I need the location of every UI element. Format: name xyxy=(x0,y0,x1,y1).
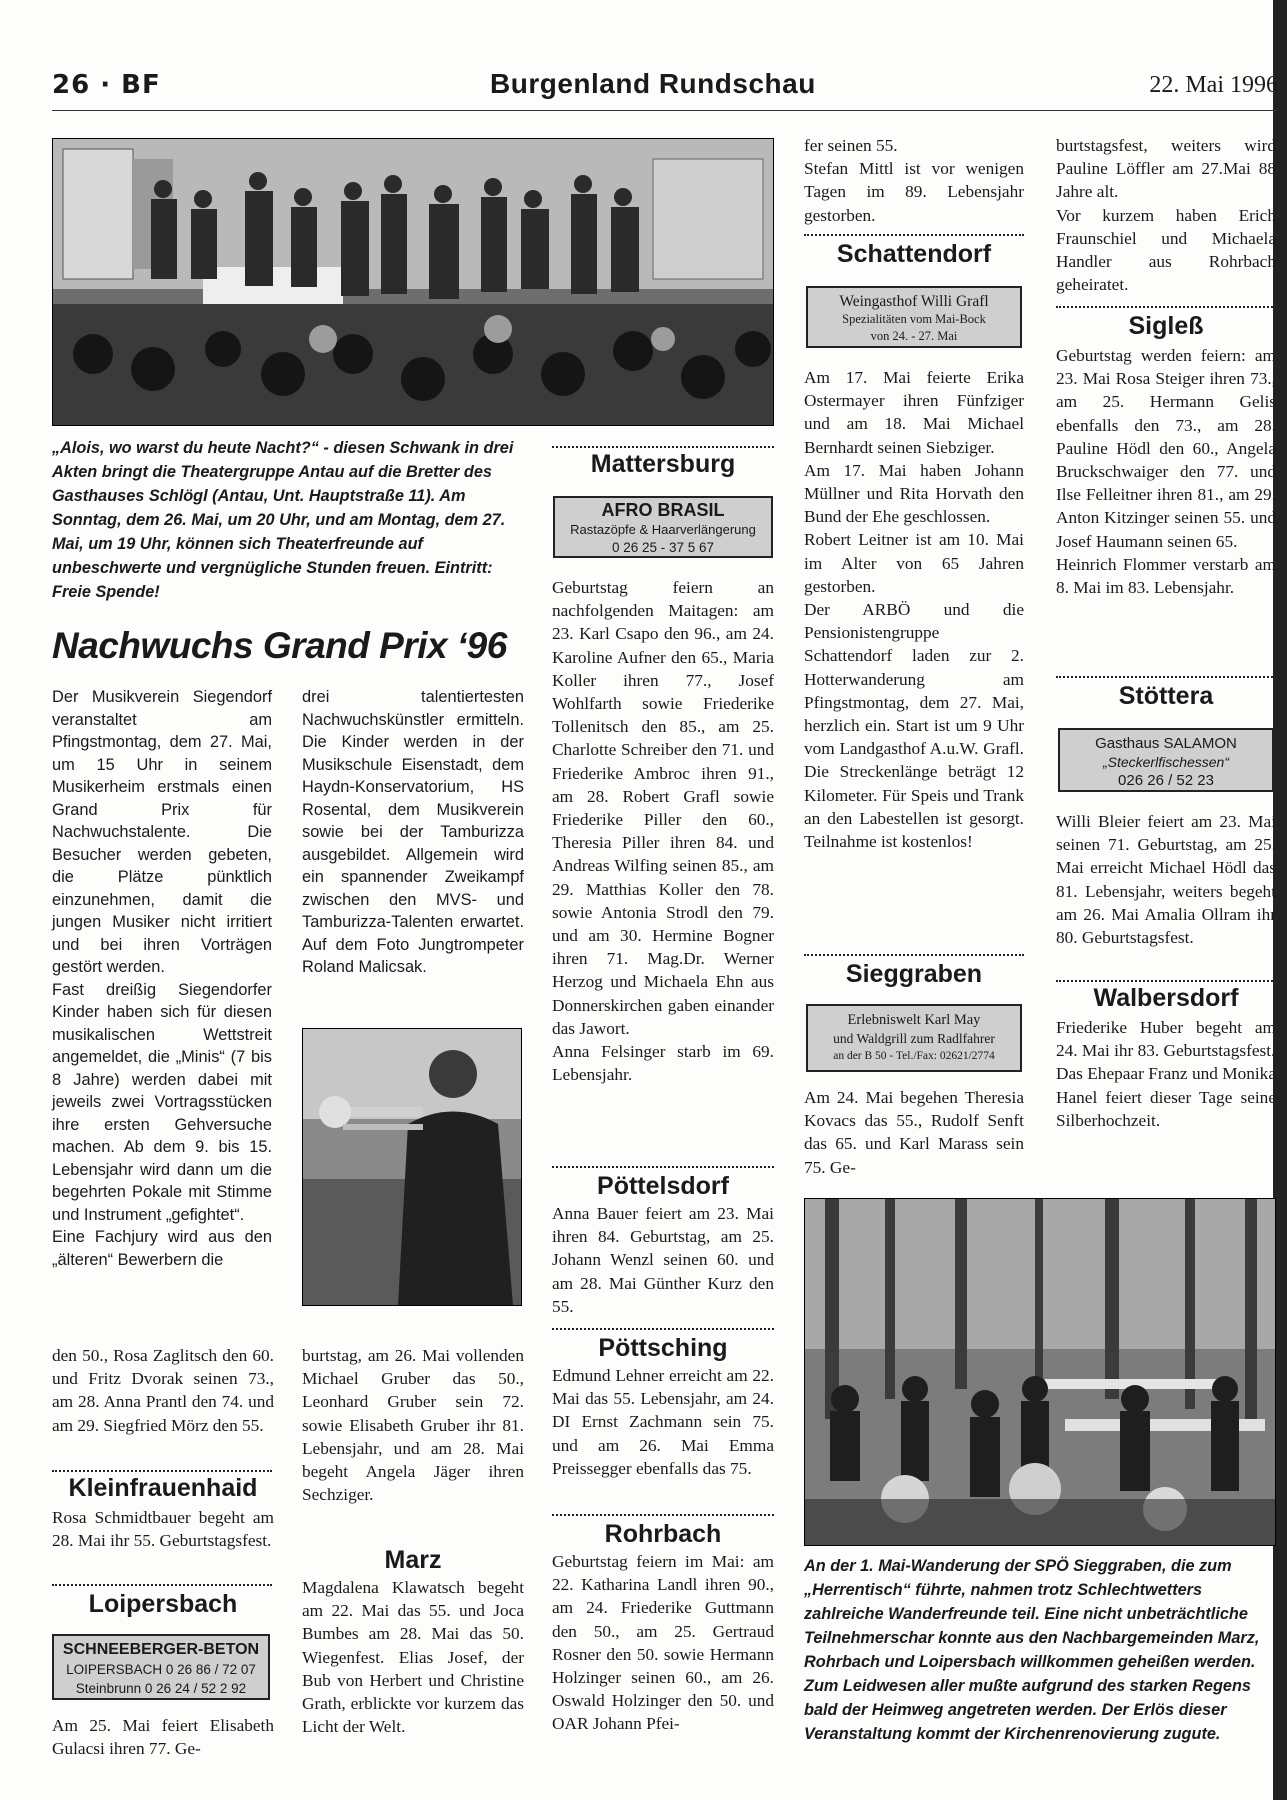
section-schattendorf: Schattendorf xyxy=(836,240,992,268)
ad-line: 0 26 25 - 37 5 67 xyxy=(611,540,715,555)
poettsching-text: Edmund Lehner erreicht am 22. Mai das 55. Lebensjahr, am 24. DI Ernst Zachmann sein 75. und am 26. Mai Emma Preissegger ebenfalls das 75. xyxy=(552,1366,774,1478)
divider xyxy=(552,1328,774,1330)
ad-line: von 24. - 27. Mai xyxy=(870,329,958,343)
wanderung-caption: An der 1. Mai-Wanderung der SPÖ Sieggraben, die zum „Herrentisch“ führte, nahmen trotz Schlechtwetters zahlreiche Wanderfreunde teil. Eine nicht unbeträchtliche Teilnehmerschar konnte aus den Nachbargemeinden Marz, Rohrbach und Loipersbach willkommen geheißen werden. Zum Leidwesen aller mußte aufgrund des starken Regens bald der Heimweg angetreten werden. Der Erlös dieser Veranstaltung kommt der Kirchenrenovierung zugute. xyxy=(804,1557,1260,1743)
ad-line: 026 26 / 52 23 xyxy=(1118,772,1214,789)
ad-schneeberger-beton xyxy=(52,1634,270,1700)
newspaper-title: Burgenland Rundschau xyxy=(490,68,816,99)
ad-line: Weingasthof Willi Grafl xyxy=(839,293,989,310)
wanderung-photo xyxy=(804,1198,1276,1546)
ad-afro-brasil xyxy=(553,496,773,558)
stoettera-text: Willi Bleier feiert am 23. Mai seinen 71. Geburtstag, am 25. Mai erreicht Michael Hödl das 81. Lebensjahr, weiters begeht am 26. Mai Amalia Ollram ihr 80. Geburtstagsfest. xyxy=(1056,812,1276,948)
poettelsdorf-text: Anna Bauer feiert am 23. Mai ihren 84. Geburtstag, am 25. Johann Wenzl seinen 60. und am 28. Mai Günther Kurz den 55. xyxy=(552,1204,774,1316)
kleinfrauenhaid-text: Rosa Schmidtbauer begeht am 28. Mai ihr 55. Geburtstagsfest. xyxy=(52,1508,274,1551)
ad-line: Steinbrunn 0 26 24 / 52 2 92 xyxy=(75,1681,247,1696)
section-marz: Marz xyxy=(384,1546,442,1574)
divider xyxy=(552,446,774,448)
sigless-text: Geburtstag werden feiern: am 23. Mai Rosa Steiger ihren 73., am 25. Hermann Gelis ebenfalls den 73., am 28. Pauline Hödl den 60., Angela Bruckschwaiger den 77. und Ilse Felleitner ihren 81., am 29. Anton Kitzinger seinen 55. und Josef Haumann seinen 65. Heinrich Flommer verstarb am 8. Mai im 83. Lebensjahr. xyxy=(1056,346,1276,598)
section-sigless: Sigleß xyxy=(1128,312,1204,340)
ad-erlebniswelt-karl-may xyxy=(806,1004,1022,1072)
trumpeter-illustration xyxy=(303,1029,521,1305)
ad-line: Gasthaus SALAMON xyxy=(1095,735,1237,752)
ad-weingasthof-grafl xyxy=(806,286,1022,348)
divider xyxy=(552,1514,774,1516)
section-kleinfrauenhaid: Kleinfrauenhaid xyxy=(68,1474,258,1502)
nachwuchs-col2: drei talentiertesten Nachwuchskünstler ermitteln. Die Kinder werden in der Musikschule Eisenstadt, dem Haydn-Konservatorium, HS Rosental, dem Musikverein sowie bei der Tamburizza ausgebildet. Allgemein wird ein spannender Zweikampf zwischen den MVS- und Tamburizza-Talenten erwartet. Auf dem Foto Jungtrompeter Roland Malicsak. xyxy=(302,688,524,976)
ad-line: Erlebniswelt Karl May xyxy=(847,1012,981,1028)
section-rohrbach: Rohrbach xyxy=(604,1520,722,1548)
schattendorf-text: Am 17. Mai feierte Erika Ostermayer ihren Fünfziger und am 18. Mai Michael Bernhardt seinen Siebziger. Am 17. Mai haben Johann Müllner und Rita Horvath den Bund der Ehe geschlossen. Robert Leitner ist am 10. Mai im Alter von 65 Jahren gestorben. Der ARBÖ und die Pensionistengruppe Schattendorf laden zur 2. Hotterwanderung am Pfingstmontag, dem 27. Mai, herzlich ein. Start ist um 9 Uhr vom Landgasthof A.u.W. Grafl. Die Streckenlänge beträgt 12 Kilometer. Für Speis und Trank an den Labestellen ist gesorgt. Teilnahme ist kostenlos! xyxy=(804,368,1024,852)
theater-photo xyxy=(52,138,774,426)
divider xyxy=(52,1584,272,1586)
section-poettelsdorf: Pöttelsdorf xyxy=(597,1172,729,1200)
ad-line: Rastazöpfe & Haarverlängerung xyxy=(570,522,756,537)
ad-line: SCHNEEBERGER-BETON xyxy=(62,1641,260,1658)
ad-line: „Steckerlfischessen“ xyxy=(1102,754,1230,770)
sieggraben-text: Am 24. Mai begehen Theresia Kovacs das 55., Rudolf Senft das 65. und Karl Marass sein 75. Ge- xyxy=(804,1088,1024,1177)
walbersdorf-text: Friederike Huber begeht am 24. Mai ihr 83. Geburtstagsfest. Das Ehepaar Franz und Monika Hanel feiert dieser Tage seine Silberhochzeit. xyxy=(1056,1018,1276,1130)
divider xyxy=(1056,676,1276,678)
col4-top-text: fer seinen 55. Stefan Mittl ist vor wenigen Tagen im 89. Lebensjahr gestorben. xyxy=(804,136,1024,225)
ad-gasthaus-salamon xyxy=(1058,728,1274,792)
divider xyxy=(1056,980,1276,982)
section-sieggraben: Sieggraben xyxy=(845,960,983,988)
divider xyxy=(1056,306,1276,308)
section-stoettera: Stöttera xyxy=(1118,682,1214,710)
forest-crowd-illustration xyxy=(805,1199,1275,1545)
section-walbersdorf: Walbersdorf xyxy=(1093,984,1239,1012)
page-header xyxy=(52,68,1278,111)
loipersbach-text: Am 25. Mai feiert Elisabeth Gulacsi ihren 77. Ge- xyxy=(52,1716,274,1759)
marz-text: Magdalena Klawatsch begeht am 22. Mai das 55. und Joca Bumbes am 28. Mai das 50. Wiegenfest. Elias Josef, der Bub von Herbert und Christine Grath, erblickte vor kurzem das Licht der Welt. xyxy=(302,1578,524,1737)
trumpeter-photo xyxy=(302,1028,522,1306)
col2-bottom-text: burtstag, am 26. Mai vollenden Michael Gruber das 50., Leonhard Gruber sein 72. sowie Elisabeth Gruber ihr 81. Lebensjahr, und am 28. Mai begeht Angela Jäger ihren Sechziger. xyxy=(302,1346,524,1505)
page-number: 26 · BF xyxy=(52,70,161,100)
divider xyxy=(552,1166,774,1168)
divider xyxy=(804,234,1024,236)
divider xyxy=(804,954,1024,956)
ad-line: an der B 50 - Tel./Fax: 02621/2774 xyxy=(833,1050,995,1062)
ad-line: AFRO BRASIL xyxy=(601,500,725,520)
col1-bottom-text: den 50., Rosa Zaglitsch den 60. und Fritz Dvorak seinen 73., am 28. Anna Prantl den 74. und am 29. Siegfried Mörz den 55. xyxy=(52,1346,274,1435)
rohrbach-text: Geburtstag feiern im Mai: am 22. Katharina Landl ihren 90., am 24. Friederike Guttmann den 50., am 25. Gertraud Rosner den 50. sowie Hermann Holzinger seinen 60., am 26. Oswald Holzinger den 50. und OAR Johann Pfei- xyxy=(552,1552,774,1734)
ad-line: und Waldgrill zum Radlfahrer xyxy=(833,1031,995,1046)
nachwuchs-col1: Der Musikverein Siegendorf veranstaltet am Pfingstmontag, dem 27. Mai, um 15 Uhr in seinem Musikerheim erstmals einen Grand Prix für Nachwuchstalente. Die Besucher werden gebeten, die Plätze pünktlich einzunehmen, damit die jungen Musiker nicht irritiert und bei ihren Vorträgen gestört werden. Fast dreißig Siegendorfer Kinder haben sich für diesen musikalischen Wettstreit angemeldet, die „Minis“ (7 bis 8 Jahre) werden dabei mit jeweils zwei Vortragsstücken ihre ersten Gehversuche machen. Ab dem 9. bis 15. Lebensjahr wird dann um die begehrten Pokale mit Stimme und Instrument „gefightet“. Eine Fachjury wird aus den „älteren“ Bewerbern die xyxy=(52,688,272,1269)
section-mattersburg: Mattersburg xyxy=(590,450,736,478)
ad-line: LOIPERSBACH 0 26 86 / 72 07 xyxy=(66,1662,256,1677)
theater-stage-illustration xyxy=(53,139,773,425)
ad-line: Spezialitäten vom Mai-Bock xyxy=(842,312,986,326)
divider xyxy=(52,1470,272,1472)
issue-date: 22. Mai 1996 xyxy=(1149,72,1278,98)
section-loipersbach: Loipersbach xyxy=(88,1590,238,1618)
mattersburg-text: Geburtstag feiern an nachfolgenden Maitagen: am 23. Karl Csapo den 96., am 24. Karoline Aufner den 65., Maria Koller ihren 77., Josef Wohlfarth sowie Friederike Tollenitsch den 85., am 25. Charlotte Schreiber den 71. und Friederike Ambroc ihren 91., am 28. Robert Grafl sowie Friederike Piller den 60., Theresia Piller ihren 84. und Andreas Wilfing seinen 85., am 29. Matthias Koller den 78. sowie Antonia Strodl den 79. und am 30. Hermine Bogner ihren 71. Mag.Dr. Werner Herzog und Michaela Ehn aus Donnerskirchen gaben einander das Jawort. Anna Felsinger starb im 69. Lebensjahr. xyxy=(552,578,774,1085)
theater-caption: „Alois, wo warst du heute Nacht?“ - diesen Schwank in drei Akten bringt die Theatergruppe Antau auf die Bretter des Gasthauses Schlögl (Antau, Unt. Hauptstraße 11). Am Sonntag, dem 26. Mai, um 20 Uhr, und am Montag, dem 27. Mai, um 19 Uhr, können sich Theaterfreunde auf unbeschwerte und vergnügliche Stunden freuen. Eintritt: Freie Spende! xyxy=(52,439,514,601)
col5-top-text: burtstagsfest, weiters wird Pauline Löffler am 27.Mai 88 Jahre alt. Vor kurzem haben Erich Fraunschiel und Michaela Handler aus Rohrbach geheiratet. xyxy=(1056,136,1276,295)
section-poettsching: Pöttsching xyxy=(598,1334,728,1362)
nachwuchs-headline: Nachwuchs Grand Prix ‘96 xyxy=(52,625,507,666)
